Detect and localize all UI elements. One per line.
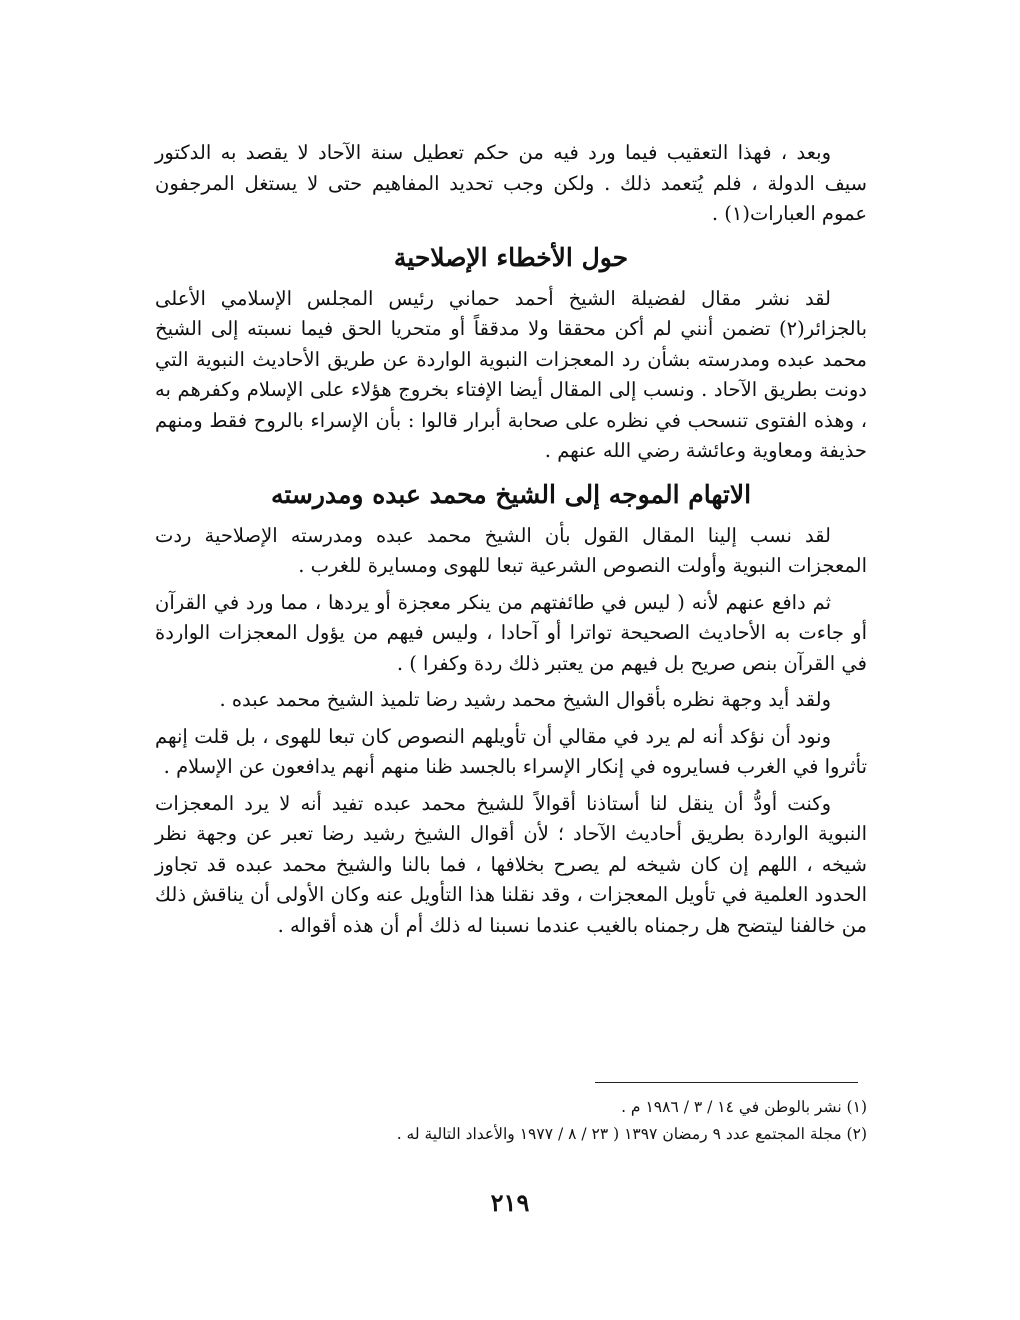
footnotes <box>155 1094 867 1148</box>
section-heading-reform-errors: حول الأخطاء الإصلاحية <box>393 242 629 272</box>
paragraph-7-text: وكنت أودُّ أن ينقل لنا أستاذنا أقوالاً للشيخ محمد عبده تفيد أنه لا يرد المعجزات النبوية الواردة بطريق أحاديث الآحاد ؛ لأن أقوال الشيخ رشيد رضا تعبر عن وجهة نظر شيخه ، اللهم إن كان شيخه لم يصرح بخلافها ، فما بالنا والشيخ محمد عبده قد تجاوز الحدود العلمية في تأويل المعجزات ، وقد نقلنا هذا التأويل عنه وكان الأولى أن يناقش ذلك من خالفنا ليتضح هل رجمناه بالغيب عندما نسبنا له ذلك أم أن هذه أقواله . <box>155 791 867 937</box>
paragraph-1 <box>155 138 867 230</box>
paragraph-6-text: ونود أن نؤكد أنه لم يرد في مقالي أن تأويلهم النصوص كان تبعا للهوى ، بل قلت إنهم تأثروا في الغرب فسايروه في إنكار الإسراء بالجسد ظنا منهم أنهم يدافعون عن الإسلام . <box>155 724 867 778</box>
paragraph-1-text: وبعد ، فهذا التعقيب فيما ورد فيه من حكم تعطيل سنة الآحاد لا يقصد به الدكتور سيف الدولة ، فلم يُتعمد ذلك . ولكن وجب تحديد المفاهيم حتى لا يستغل المرجفون عموم العبارات(١) . <box>155 141 867 225</box>
paragraph-4 <box>155 588 867 680</box>
paragraph-3 <box>155 521 867 582</box>
paragraph-7 <box>155 789 867 942</box>
paragraph-3-text: لقد نسب إلينا المقال القول بأن الشيخ محمد عبده ومدرسته الإصلاحية ردت المعجزات النبوية وأولت النصوص الشرعية تبعا للهوى ومسايرة للغرب . <box>155 523 867 577</box>
page-body <box>155 138 867 947</box>
paragraph-2 <box>155 284 867 467</box>
page-number: ٢١٩ <box>490 1188 530 1217</box>
paragraph-2-text: لقد نشر مقال لفضيلة الشيخ أحمد حماني رئيس المجلس الإسلامي الأعلى بالجزائر(٢) تضمن أنني لم أكن محققا ولا مدققاً أو متحريا الحق فيما نسبته إلى الشيخ محمد عبده ومدرسته بشأن رد المعجزات النبوية الواردة عن طريق الأحاديث النبوية التي دونت بطريق الآحاد . ونسب إلى المقال أيضا الإفتاء بخروج هؤلاء على الإسلام وكفرهم به ، وهذه الفتوى تنسحب في نظره على صحابة أبرار قالوا : بأن الإسراء بالروح فقط ومنهم حذيفة ومعاوية وعائشة رضي الله عنهم . <box>155 286 867 462</box>
paragraph-5-text: ولقد أيد وجهة نظره بأقوال الشيخ محمد رشيد رضا تلميذ الشيخ محمد عبده . <box>219 688 831 711</box>
footnote-2: (٢) مجلة المجتمع عدد ٩ رمضان ١٣٩٧ ( ٢٣ / ٨ / ١٩٧٧ والأعداد التالية له . <box>396 1125 867 1143</box>
paragraph-6 <box>155 722 867 783</box>
footnote-1: (١) نشر بالوطن في ١٤ / ٣ / ١٩٨٦ م . <box>621 1098 867 1116</box>
paragraph-5 <box>155 685 867 716</box>
footnote-divider <box>595 1082 858 1083</box>
paragraph-4-text: ثم دافع عنهم لأنه ( ليس في طائفتهم من ينكر معجزة أو يردها ، مما ورد في القرآن أو جاءت به الأحاديث الصحيحة تواترا أو آحادا ، وليس فيهم من يؤول المعجزات الواردة في القرآن بنص صريح بل فيهم من يعتبر ذلك ردة وكفرا ) . <box>155 590 867 675</box>
section-heading-accusation: الاتهام الموجه إلى الشيخ محمد عبده ومدرسته <box>270 479 752 509</box>
